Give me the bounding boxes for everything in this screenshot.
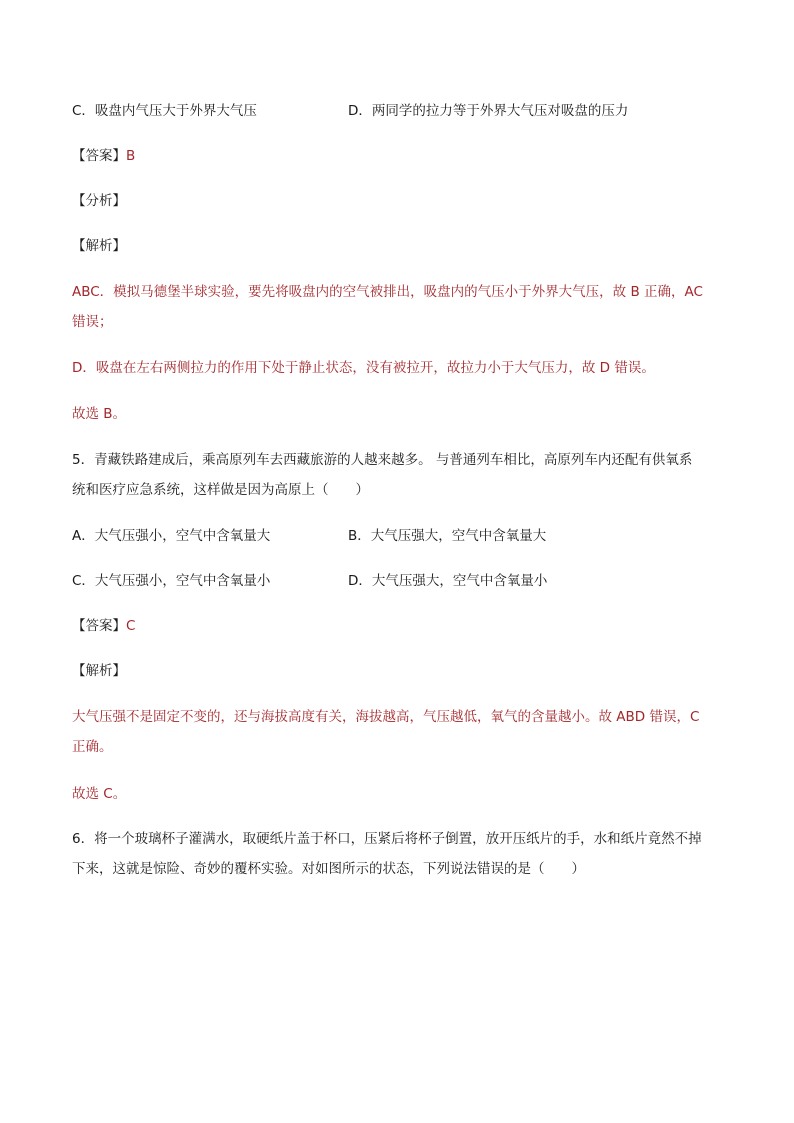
answer-value: C: [126, 618, 136, 634]
q5-explanation-line1: 大气压强不是固定不变的，还与海拔高度有关，海拔越高，气压越低，氧气的含量越小。故 ABD 错误，C: [72, 709, 700, 725]
q5-option-a: A．大气压强小，空气中含氧量大: [72, 528, 271, 544]
q4-explanation-line2: 错误；: [72, 314, 113, 330]
q4-option-d: D．两同学的拉力等于外界大气压对吸盘的压力: [348, 103, 629, 119]
q6-stem-line2: 下来，这就是惊险、奇妙的覆杯实验。对如图所示的状态，下列说法错误的是（ ）: [72, 861, 585, 877]
q5-explanation-line2: 正确。: [72, 739, 113, 755]
q5-stem-line1: 5．青藏铁路建成后，乘高原列车去西藏旅游的人越来越多。 与普通列车相比，高原列车内还配有供氧系: [72, 452, 693, 468]
q5-conclusion: 故选 C。: [72, 786, 127, 802]
q4-answer: [72, 146, 135, 166]
q4-explanation-line1: ABC．模拟马德堡半球实验，要先将吸盘内的空气被排出，吸盘内的气压小于外界大气压，故 B 正确，AC: [72, 284, 703, 300]
q4-explanation-label: 【解析】: [72, 238, 126, 254]
q4-conclusion: 故选 B。: [72, 406, 127, 422]
answer-value: B: [126, 148, 136, 164]
q5-option-c: C．大气压强小，空气中含氧量小: [72, 573, 271, 589]
q5-stem-line2: 统和医疗应急系统，这样做是因为高原上（ ）: [72, 482, 369, 498]
answer-label: 【答案】: [72, 618, 126, 634]
q5-explanation-label: 【解析】: [72, 663, 126, 679]
q4-analysis-label: 【分析】: [72, 193, 126, 209]
q4-explanation-line3: D．吸盘在左右两侧拉力的作用下处于静止状态，没有被拉开，故拉力小于大气压力，故 D 错误。: [72, 360, 655, 376]
q4-option-c: C．吸盘内气压大于外界大气压: [72, 103, 257, 119]
q5-answer: [72, 616, 135, 636]
q5-option-b: B．大气压强大，空气中含氧量大: [348, 528, 547, 544]
q5-option-d: D．大气压强大，空气中含氧量小: [348, 573, 548, 589]
answer-label: 【答案】: [72, 148, 126, 164]
q6-stem-line1: 6．将一个玻璃杯子灌满水，取硬纸片盖于杯口，压紧后将杯子倒置，放开压纸片的手，水和纸片竟然不掉: [72, 831, 702, 847]
